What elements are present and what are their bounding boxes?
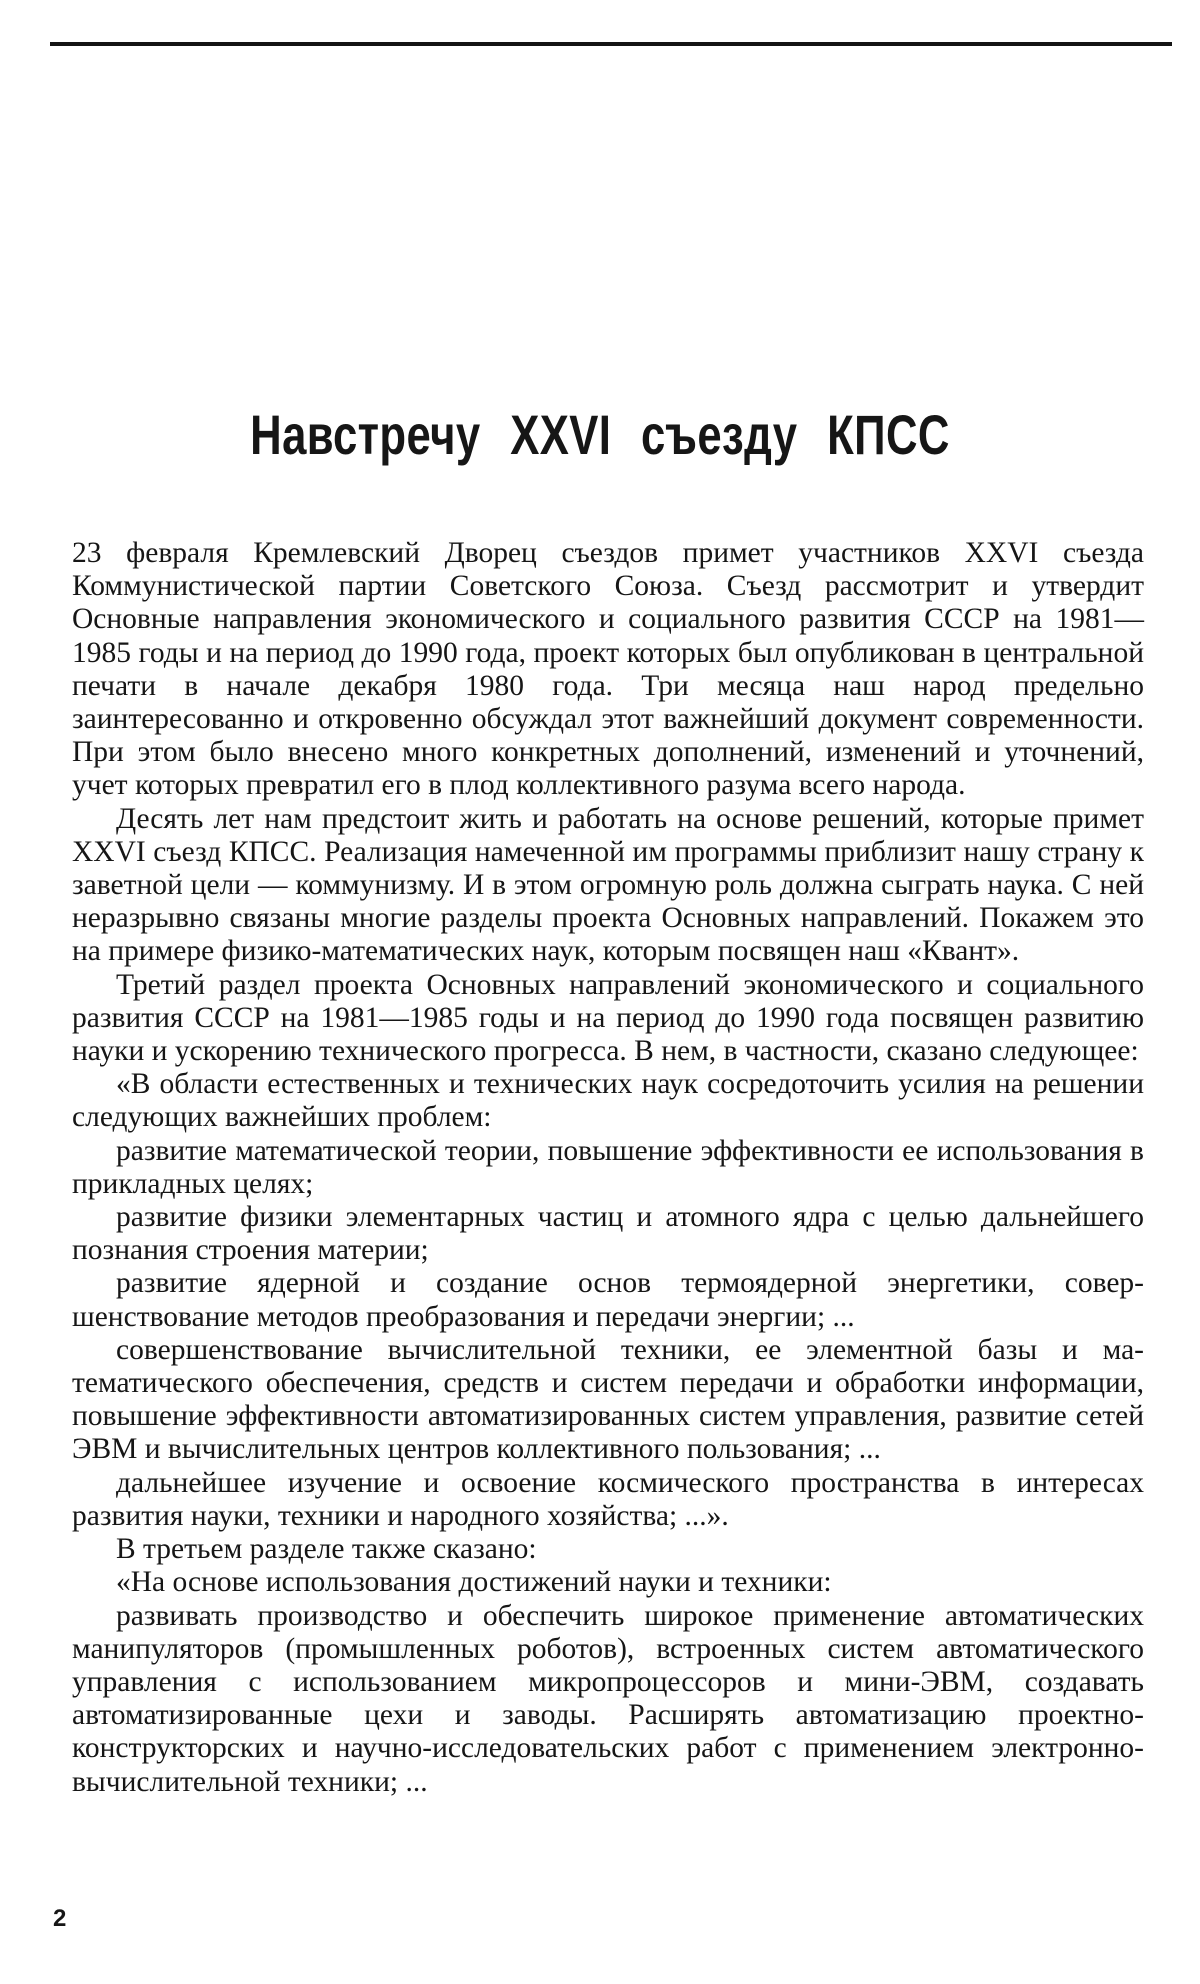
article-body [72, 537, 1144, 1799]
quote-paragraph: «В области естественных и технических наук сосредоточить усилия на решении следующих важнейших проблем: [72, 1068, 1144, 1134]
paragraph: Третий раздел проекта Основных направлений экономического и социального развития СССР на 1981—1985 годы и на период до 1990 года посвящен развитию науки и ускорению технического прогресса. В нем, в частности, сказано следующее: [72, 968, 1144, 1068]
quote-paragraph: развивать производство и обеспечить широкое применение автоматических манипуляторов (промышленных роботов), встроенных систем автоматического управления с использованием микропроцессоров и мини-ЭВМ, создавать автоматизированные цехи и заводы. Расширять автоматизацию проектно-конструкторских и научно-исследовательских работ с применением электронно-вычислительной техники; ... [72, 1599, 1144, 1798]
paragraph: Десять лет нам предстоит жить и работать на основе решений, которые примет XXVI съезд КПСС. Реализация намеченной им программы приблизит нашу страну к заветной цели — коммунизму. И в этом огромную роль должна сыграть наука. С ней неразрывно связаны многие разделы проекта Основных направлений. Покажем это на примере физико-математических наук, которым посвящен наш «Квант». [72, 802, 1144, 968]
quote-paragraph: совершенствование вычислительной техники, ее элементной базы и математического обеспечения, средств и систем передачи и обработки информации, повышение эффективности автоматизированных систем управления, развитие сетей ЭВМ и вычислительных центров коллективного пользования; ... [72, 1333, 1144, 1466]
quote-paragraph: «На основе использования достижений науки и техники: [116, 1566, 832, 1599]
paragraph: В третьем разделе также сказано: [116, 1533, 537, 1566]
quote-paragraph: развитие физики элементарных частиц и атомного ядра с целью дальнейшего познания строения материи; [72, 1201, 1144, 1267]
paragraph: 23 февраля Кремлевский Дворец съездов примет участников XXVI съезда Коммунистической партии Советского Союза. Съезд рассмотрит и утвердит Основные направления экономического и социального развития СССР на 1981—1985 годы и на период до 1990 года, проект которых был опубликован в центральной печати в начале декабря 1980 года. Три месяца наш народ предельно заинтересованно и откровенно обсуждал этот важнейший документ современности. При этом было внесено много конкретных дополнений, изменений и уточнений, учет которых превратил его в плод коллективного разума всего народа. [72, 537, 1144, 802]
page-title: Навстречу XXVI съезду КПСС [250, 403, 950, 466]
quote-paragraph: дальнейшее изучение и освоение космического пространства в интересах развития науки, техники и народного хозяйства; ...». [72, 1466, 1144, 1532]
page-number: 2 [53, 1905, 67, 1932]
top-rule [50, 42, 1172, 46]
quote-paragraph: развитие ядерной и создание основ термоядерной энергетики, совершенствование методов преобразования и передачи энергии; ... [72, 1267, 1144, 1333]
quote-paragraph: развитие математической теории, повышение эффективности ее использования в прикладных целях; [72, 1134, 1144, 1200]
